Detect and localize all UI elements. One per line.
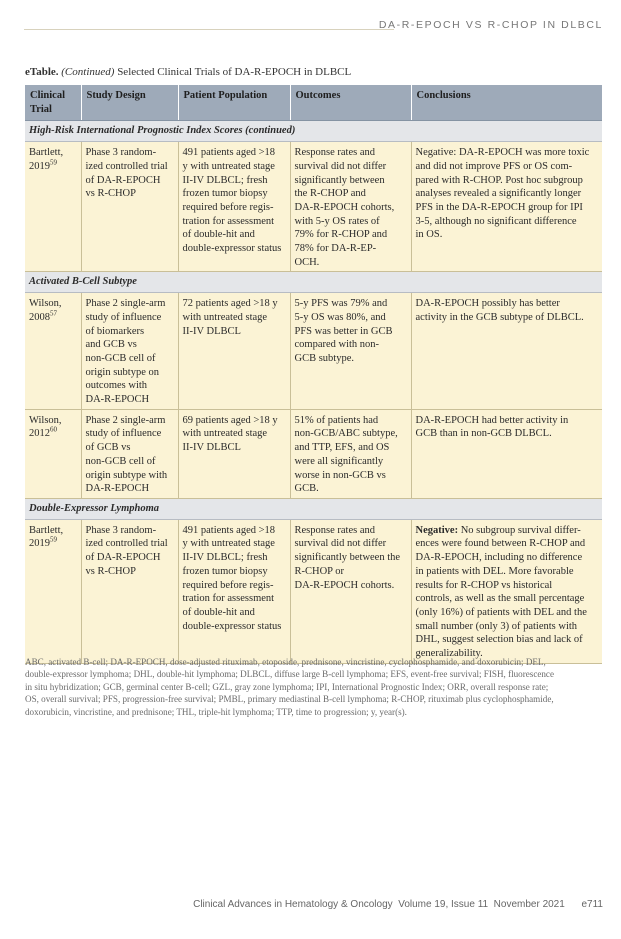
cell-line: Phase 3 random- bbox=[85, 524, 157, 536]
trial-name: Bartlett, 2019 bbox=[29, 147, 64, 172]
cell-outcomes bbox=[290, 142, 411, 272]
cell-outcomes bbox=[290, 519, 411, 663]
cell-line: 78% for DA-R-EP- bbox=[294, 243, 377, 255]
page-number: e711 bbox=[581, 899, 603, 910]
section-row bbox=[25, 498, 602, 519]
cell-line: in patients with DEL. More favorable bbox=[415, 565, 574, 577]
cell-line: DA-R-EPOCH bbox=[85, 394, 150, 406]
cell-line: required before regis- bbox=[182, 201, 274, 213]
cell-line: significantly between bbox=[294, 174, 385, 186]
trial-name: Bartlett, 2019 bbox=[29, 524, 64, 550]
cell-line: DA-R-EPOCH had better activity in bbox=[415, 414, 569, 426]
cell-trial bbox=[25, 519, 81, 663]
cell-line: generalizability. bbox=[415, 648, 483, 660]
header-rule bbox=[24, 29, 394, 30]
footnote-line: in situ hybridization; GCB, germinal center B-cell; GZL, gray zone lymphoma; IPI, International Prognostic Index; ORR, overall response rate; bbox=[25, 681, 549, 692]
cell-line: vs R-CHOP bbox=[85, 188, 136, 200]
cell-line: II-IV DLBCL bbox=[182, 325, 241, 337]
section-row bbox=[25, 272, 602, 293]
cell-conclusions bbox=[411, 293, 602, 410]
cell-line: tration for assessment bbox=[182, 215, 275, 227]
cell-line: 79% for R-CHOP and bbox=[294, 229, 388, 241]
cell-line: controls, as well as the small percentage bbox=[415, 593, 585, 605]
header-label: Outcomes bbox=[295, 90, 341, 101]
cell-line: DA-R-EPOCH cohorts. bbox=[294, 579, 395, 591]
conclusion-lead: Negative: bbox=[415, 524, 459, 536]
cell-line bbox=[416, 524, 599, 538]
cell-line: vs R-CHOP bbox=[85, 565, 136, 577]
cell-line: required before regis- bbox=[182, 579, 274, 591]
cell-line: (only 16%) of patients with DEL and the bbox=[415, 606, 587, 618]
cell-line: PFS was better in GCB bbox=[294, 325, 393, 337]
cell-line: Response rates and bbox=[294, 524, 375, 536]
cell-line: significantly between the bbox=[294, 552, 401, 564]
cell-line: survival did not differ bbox=[294, 538, 387, 550]
cell-line: y with untreated stage bbox=[182, 160, 275, 172]
cell-line: GCB. bbox=[294, 483, 319, 495]
cell-line: of biomarkers bbox=[85, 325, 145, 337]
cell-line: of double-hit and bbox=[182, 229, 255, 241]
cell-line: 51% of patients had bbox=[294, 414, 379, 426]
table-body bbox=[25, 121, 602, 663]
cell-trial bbox=[25, 142, 81, 272]
cell-trial bbox=[25, 409, 81, 498]
cell-line: 72 patients aged >18 y bbox=[182, 298, 278, 310]
cell-line: tration for assessment bbox=[182, 593, 275, 605]
cell-line: worse in non-GCB vs bbox=[294, 469, 386, 481]
cell-line: Negative: DA-R-EPOCH was more toxic bbox=[415, 147, 590, 159]
conclusion-text: No subgroup survival differ- bbox=[458, 524, 581, 536]
cell-conclusions bbox=[411, 142, 602, 272]
cell-line: ized controlled trial bbox=[85, 160, 168, 172]
cell-line: non-GCB/ABC subtype, bbox=[294, 428, 398, 440]
table-footnote bbox=[25, 656, 590, 718]
cell-line: II-IV DLBCL; fresh bbox=[182, 552, 268, 564]
cell-outcomes bbox=[290, 409, 411, 498]
header-label: Clinical Trial bbox=[30, 90, 66, 115]
cell-line: GCB subtype. bbox=[294, 352, 355, 364]
col-header-population bbox=[178, 85, 290, 121]
cell-line: 491 patients aged >18 bbox=[182, 524, 276, 536]
col-header-trial bbox=[25, 85, 81, 121]
cell-conclusions bbox=[411, 519, 602, 663]
cell-line: 491 patients aged >18 bbox=[182, 147, 276, 159]
cell-line: of GCB vs bbox=[85, 442, 131, 454]
cell-line: R-CHOP or bbox=[294, 565, 344, 577]
table-row bbox=[25, 409, 602, 498]
cell-line: DA-R-EPOCH bbox=[85, 483, 150, 495]
cell-line: non-GCB cell of bbox=[85, 352, 156, 364]
cell-line: pared with R-CHOP. Post hoc subgroup bbox=[415, 174, 583, 186]
cell-line: DA-R-EPOCH, including no difference bbox=[415, 552, 583, 564]
footer-journal: Clinical Advances in Hematology & Oncology bbox=[193, 899, 393, 910]
cell-line: were all significantly bbox=[294, 455, 384, 467]
header-label: Conclusions bbox=[416, 90, 471, 101]
trial-name: Wilson, 2008 bbox=[29, 298, 62, 323]
footer-date: November 2021 bbox=[493, 899, 565, 910]
cell-line: II-IV DLBCL bbox=[182, 442, 241, 454]
trials-table bbox=[25, 85, 602, 664]
cell-line: Phase 2 single-arm bbox=[85, 414, 166, 426]
cell-line: and did not improve PFS or OS com- bbox=[415, 160, 573, 172]
cell-line: survival did not differ bbox=[294, 160, 387, 172]
cell-line: small number (only 3) of patients with bbox=[415, 620, 578, 632]
cell-line: study of influence bbox=[85, 311, 162, 323]
header-label: Patient Population bbox=[183, 90, 268, 101]
cell-line: Phase 2 single-arm bbox=[85, 298, 166, 310]
footnote-line: ABC, activated B-cell; DA-R-EPOCH, dose-adjusted rituximab, etoposide, prednisone, vincristine, cyclophosphamide, and doxorubicin; DEL, bbox=[25, 657, 546, 667]
table-row bbox=[25, 293, 602, 410]
cell-design bbox=[81, 519, 178, 663]
trial-reference: 57 bbox=[50, 309, 57, 318]
cell-line: and GCB vs bbox=[85, 339, 137, 351]
cell-line: OCH. bbox=[294, 256, 320, 268]
cell-line: origin subtype with bbox=[85, 469, 168, 481]
cell-line: ences were found between R-CHOP and bbox=[415, 538, 586, 550]
cell-line: II-IV DLBCL; fresh bbox=[182, 174, 268, 186]
col-header-design bbox=[81, 85, 178, 121]
cell-line: y with untreated stage bbox=[182, 538, 275, 550]
cell-line: PFS in the DA-R-EPOCH group for IPI bbox=[415, 201, 583, 213]
cell-line: with untreated stage bbox=[182, 428, 268, 440]
cell-line: activity in the GCB subtype of DLBCL. bbox=[415, 311, 584, 323]
cell-line: Phase 3 random- bbox=[85, 147, 157, 159]
cell-line: compared with non- bbox=[294, 339, 380, 351]
cell-trial bbox=[25, 293, 81, 410]
table-row bbox=[25, 519, 602, 663]
cell-design bbox=[81, 293, 178, 410]
cell-line: frozen tumor biopsy bbox=[182, 188, 268, 200]
cell-line: of DA-R-EPOCH bbox=[85, 552, 161, 564]
cell-line: 3-5, although no significant difference bbox=[415, 215, 577, 227]
table-row bbox=[25, 142, 602, 272]
running-head: DA-R-EPOCH VS R-CHOP IN DLBCL bbox=[378, 19, 603, 31]
cell-population bbox=[178, 293, 290, 410]
footnote-line: OS, overall survival; PFS, progression-free survival; PMBL, primary mediastinal B-cell lymphoma; R-CHOP, rituximab plus cyclophosphamide, bbox=[25, 694, 554, 705]
cell-outcomes bbox=[290, 293, 411, 410]
caption-label: eTable. bbox=[25, 66, 59, 78]
header-label: Study Design bbox=[86, 90, 146, 101]
caption-continued: (Continued) bbox=[61, 66, 115, 78]
cell-line: 5-y OS was 80%, and bbox=[294, 311, 386, 323]
section-title: Double-Expressor Lymphoma bbox=[25, 498, 602, 519]
cell-line: DA-R-EPOCH possibly has better bbox=[415, 298, 560, 310]
trial-reference: 60 bbox=[50, 425, 57, 434]
cell-line: the R-CHOP and bbox=[294, 188, 366, 200]
table-header-row bbox=[25, 85, 602, 121]
cell-line: of double-hit and bbox=[182, 606, 255, 618]
cell-line: DHL, suggest selection bias and lack of bbox=[415, 634, 583, 646]
cell-line: outcomes with bbox=[85, 380, 148, 392]
trial-reference: 59 bbox=[50, 535, 57, 544]
cell-population bbox=[178, 519, 290, 663]
cell-line: GCB than in non-GCB DLBCL. bbox=[415, 428, 552, 440]
cell-population bbox=[178, 142, 290, 272]
cell-line: DA-R-EPOCH cohorts, bbox=[294, 201, 395, 213]
cell-line: of DA-R-EPOCH bbox=[85, 174, 161, 186]
cell-design bbox=[81, 409, 178, 498]
caption-text: Selected Clinical Trials of DA-R-EPOCH in DLBCL bbox=[117, 66, 352, 78]
cell-line: results for R-CHOP vs historical bbox=[415, 579, 553, 591]
table-caption bbox=[25, 66, 351, 78]
cell-line: study of influence bbox=[85, 428, 162, 440]
cell-line: ized controlled trial bbox=[85, 538, 168, 550]
section-title: Activated B-Cell Subtype bbox=[25, 272, 602, 293]
col-header-outcomes bbox=[290, 85, 411, 121]
trial-name: Wilson, 2012 bbox=[29, 414, 62, 440]
cell-conclusions bbox=[411, 409, 602, 498]
cell-line: 69 patients aged >18 y bbox=[182, 414, 278, 426]
footnote-line: double-expressor lymphoma; DHL, double-hit lymphoma; DLBCL, diffuse large B-cell lymphoma; EFS, event-free survival; FISH, fluorescence bbox=[25, 669, 555, 680]
cell-line: double-expressor status bbox=[182, 243, 282, 255]
cell-line: origin subtype on bbox=[85, 366, 159, 378]
cell-design bbox=[81, 142, 178, 272]
footer-volume: Volume 19, Issue 11 bbox=[398, 899, 489, 910]
cell-population bbox=[178, 409, 290, 498]
cell-line: in OS. bbox=[415, 229, 443, 241]
col-header-conclusions bbox=[411, 85, 602, 121]
cell-line: frozen tumor biopsy bbox=[182, 565, 268, 577]
section-row bbox=[25, 121, 602, 142]
cell-line: analyses revealed a significantly longer bbox=[415, 188, 582, 200]
cell-line: with untreated stage bbox=[182, 311, 268, 323]
page-footer bbox=[193, 899, 603, 910]
cell-line: 5-y PFS was 79% and bbox=[294, 298, 388, 310]
cell-line: non-GCB cell of bbox=[85, 455, 156, 467]
cell-line: Response rates and bbox=[294, 147, 375, 159]
cell-line: with 5-y OS rates of bbox=[294, 215, 380, 227]
cell-line: double-expressor status bbox=[182, 620, 282, 632]
footnote-line: doxorubicin, vincristine, and prednisone; THL, triple-hit lymphoma; TTP, time to progression; y, year(s). bbox=[25, 706, 407, 717]
cell-line: and TTP, EFS, and OS bbox=[294, 442, 390, 454]
section-title: High-Risk International Prognostic Index Scores (continued) bbox=[25, 121, 602, 142]
trial-reference: 59 bbox=[50, 158, 57, 167]
